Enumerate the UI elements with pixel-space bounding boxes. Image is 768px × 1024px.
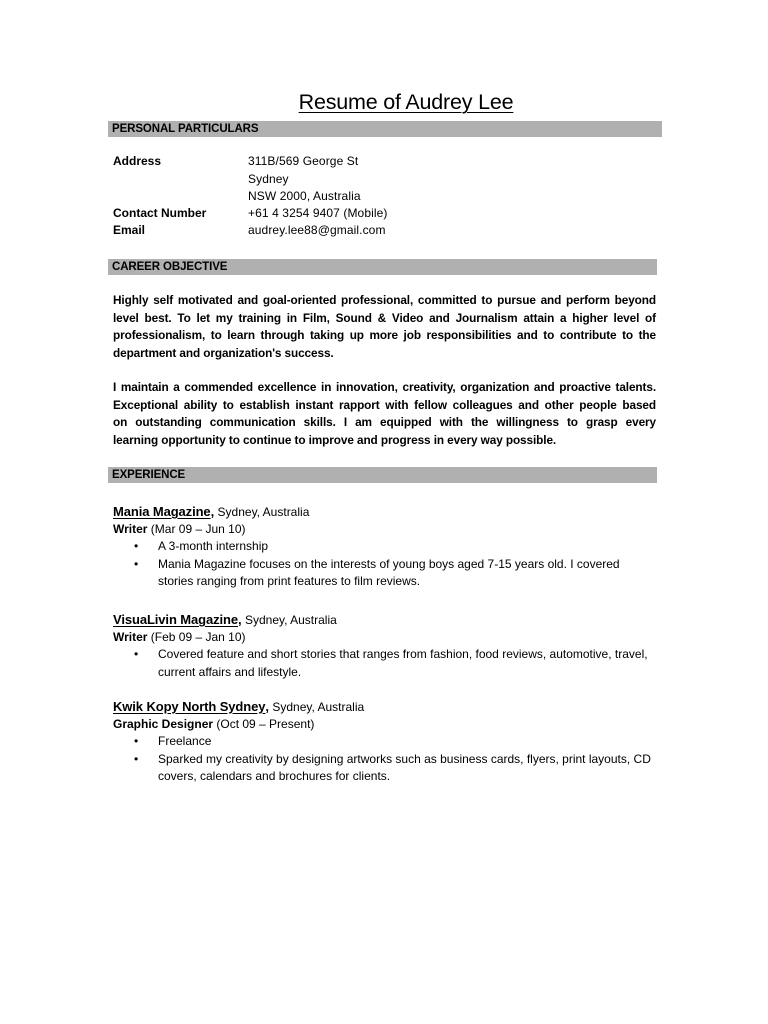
job-bullet-list xyxy=(113,538,673,591)
section-header-experience: EXPERIENCE xyxy=(108,467,657,483)
email-label: Email xyxy=(113,223,146,237)
job-role: Graphic Designer xyxy=(113,717,214,731)
objective-p1-line: level best. To let my training in Film, Sound & Video and Journalism attain a higher level of xyxy=(113,310,656,325)
job-heading xyxy=(113,611,673,629)
objective-p2-line: learning opportunity to continue to improve and progress in every way possible. xyxy=(113,432,557,447)
list-item xyxy=(113,733,655,751)
section-header-career-objective: CAREER OBJECTIVE xyxy=(108,259,657,275)
address-label: Address xyxy=(113,154,162,168)
list-item xyxy=(113,556,655,591)
objective-p2-line: on outstanding communication skills. I am equipped with the willingness to grasp every xyxy=(113,415,656,429)
job-period: (Feb 09 – Jan 10) xyxy=(147,630,246,644)
list-item xyxy=(113,751,655,786)
address-line-2: Sydney xyxy=(248,172,289,186)
bullet-icon: • xyxy=(134,539,139,553)
bullet-text: Freelance xyxy=(158,734,212,748)
company-separator: , xyxy=(210,504,215,519)
bullet-text: Sparked my creativity by designing artworks such as business cards, flyers, print layouts, CD covers, calendars and brochures for clients. xyxy=(158,751,651,783)
job-role: Writer xyxy=(113,522,148,536)
objective-p2-line: Exceptional ability to establish instant rapport with fellow colleagues and other people based xyxy=(113,397,656,412)
job-period: (Mar 09 – Jun 10) xyxy=(147,522,246,536)
bullet-icon: • xyxy=(134,734,139,748)
job-heading xyxy=(113,503,673,521)
bullet-text: Covered feature and short stories that ranges from fashion, food reviews, automotive, travel, current affairs and lifestyle. xyxy=(158,647,648,679)
objective-paragraph-2 xyxy=(113,379,656,449)
bullet-icon: • xyxy=(134,556,139,571)
resume-title: Resume of Audrey Lee xyxy=(298,90,514,114)
job-heading xyxy=(113,698,673,716)
bullet-icon: • xyxy=(134,751,139,766)
company-location: Sydney, Australia xyxy=(241,613,337,627)
job-bullet-list xyxy=(113,733,673,786)
job-bullet-list xyxy=(113,646,673,681)
company-name: Kwik Kopy North Sydney xyxy=(113,699,266,714)
company-name: Mania Magazine xyxy=(113,504,211,519)
objective-paragraph-1 xyxy=(113,292,656,362)
address-line-3: NSW 2000, Australia xyxy=(248,189,361,203)
contact-number-label: Contact Number xyxy=(113,206,207,220)
experience-entry-visualivin-magazine xyxy=(113,611,673,681)
role-line xyxy=(113,716,673,733)
objective-p1-line: Highly self motivated and goal-oriented professional, committed to pursue and perform beyond xyxy=(113,293,656,307)
company-separator: , xyxy=(238,612,242,627)
bullet-text: A 3-month internship xyxy=(158,539,269,553)
experience-entry-kwik-kopy xyxy=(113,698,673,786)
contact-number-value: +61 4 3254 9407 (Mobile) xyxy=(248,206,388,220)
bullet-text: Mania Magazine focuses on the interests of young boys aged 7-15 years old. I covered stories ranging from print features to film reviews. xyxy=(158,556,620,588)
company-location: Sydney, Australia xyxy=(214,505,310,519)
bullet-icon: • xyxy=(134,647,139,661)
list-item xyxy=(113,538,655,556)
job-role: Writer xyxy=(113,630,148,644)
company-location: Sydney, Australia xyxy=(269,700,365,714)
company-name: VisuaLivin Magazine xyxy=(113,612,239,627)
objective-p1-line: professionalism, to learn through taking up more job responsibilities and to contribute to the xyxy=(113,328,656,342)
company-separator: , xyxy=(265,699,270,714)
email-value: audrey.lee88@gmail.com xyxy=(248,223,386,237)
objective-p1-line: department and organization's success. xyxy=(113,345,334,360)
address-line-1: 311B/569 George St xyxy=(248,154,359,168)
role-line xyxy=(113,521,673,538)
role-line xyxy=(113,629,673,646)
section-header-personal-particulars: PERSONAL PARTICULARS xyxy=(108,121,662,137)
experience-entry-mania-magazine xyxy=(113,503,673,591)
job-period: (Oct 09 – Present) xyxy=(213,717,315,731)
objective-p2-line: I maintain a commended excellence in innovation, creativity, organization and proactive talents. xyxy=(113,380,656,394)
list-item xyxy=(113,646,655,681)
